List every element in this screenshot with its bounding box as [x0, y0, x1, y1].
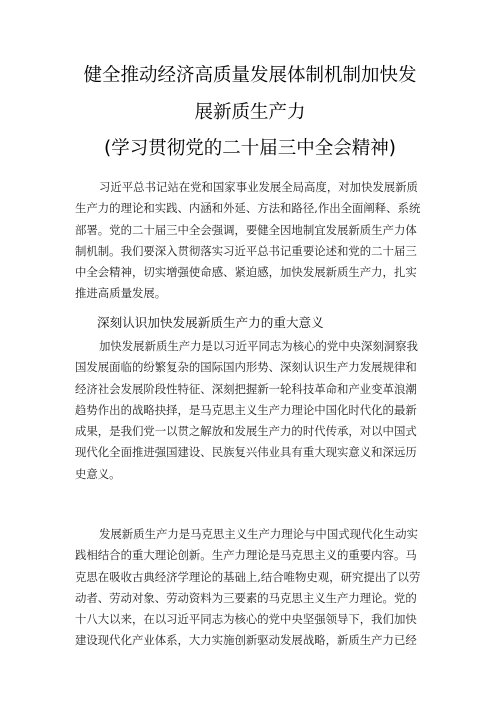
- paragraph-line: 十八大以来，在以习近平同志为核心的党中央坚强领导下，我们加快: [75, 612, 417, 627]
- intro-paragraph: [75, 177, 432, 305]
- significance-paragraph: [75, 336, 432, 485]
- paragraph-line: 现代化全面推进强国建设、民族复兴伟业具有重大现实意义和深远历: [75, 445, 417, 460]
- paragraph-line: 加快发展新质生产力是以习近平同志为核心的党中央深刻洞察我: [99, 339, 418, 353]
- paragraph-line: 生产力的理论和实践、内涵和外延、方法和路径,作出全面阐释、系统: [75, 201, 421, 216]
- paragraph-line: 动者、劳动对象、劳动资料为三要素的马克思主义生产力理论。党的: [75, 590, 417, 605]
- paragraph-line: 成果，是我们党一以贯之解放和发展生产力的时代传承，对以中国式: [75, 424, 417, 439]
- paragraph-line: 趋势作出的战略抉择，是马克思主义生产力理论中国化时代化的最新: [75, 402, 417, 417]
- title-line-1: 健全推动经济高质量发展体制机制加快发: [83, 65, 417, 86]
- title-line-3: (学习贯彻党的二十届三中全会精神): [104, 138, 396, 159]
- paragraph-line: 建设现代化产业体系，大力实施创新驱动发展战略，新质生产力已经: [75, 633, 417, 648]
- paragraph-line: 践相结合的重大理论创新。生产力理论是马克思主义的重要内容。马: [75, 548, 417, 563]
- section-heading: 深刻认识加快发展新质生产力的重大意义: [97, 315, 324, 330]
- paragraph-line: 推进高质量发展。: [75, 286, 167, 301]
- paragraph-line: 中全会精神，切实增强使命感、紧迫感，加快发展新质生产力，扎实: [75, 265, 417, 280]
- paragraph-line: 发展新质生产力是马克思主义生产力理论与中国式现代化生动实: [99, 527, 418, 541]
- paragraph-line: 克思在吸收古典经济学理论的基础上,结合唯物史观，研究提出了以劳: [75, 569, 421, 584]
- paragraph-line: 制机制。我们要深入贯彻落实习近平总书记重要论述和党的二十届三: [75, 243, 417, 258]
- document-title: [0, 66, 500, 176]
- paragraph-line: 部署。党的二十届三中全会强调，要健全因地制宜发展新质生产力体: [75, 222, 417, 237]
- theory-paragraph: [75, 524, 432, 652]
- paragraph-line: 习近平总书记站在党和国家事业发展全局高度，对加快发展新质: [99, 180, 418, 194]
- title-line-2: 展新质生产力: [194, 101, 306, 123]
- paragraph-line: 史意义。: [75, 466, 121, 481]
- paragraph-line: 经济社会发展阶段性特征、深刻把握新一轮科技革命和产业变革浪潮: [75, 381, 417, 396]
- paragraph-line: 国发展面临的纷繁复杂的国际国内形势、深刻认识生产力发展规律和: [75, 360, 417, 375]
